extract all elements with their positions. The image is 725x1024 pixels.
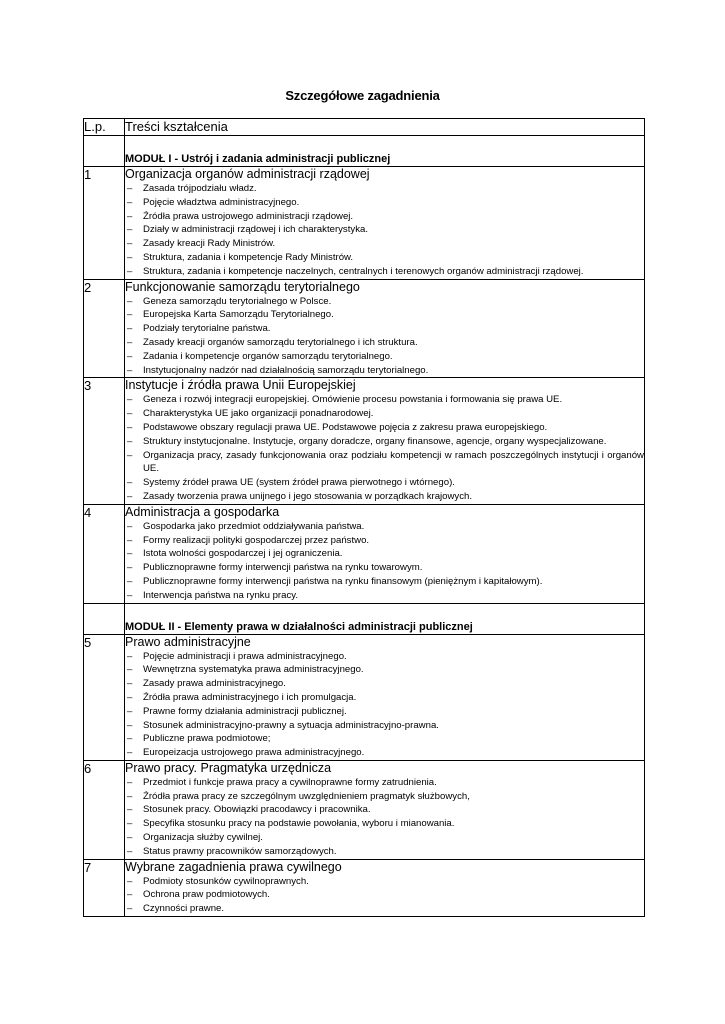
list-item: – Źródła prawa administracyjnego i ich promulgacja. bbox=[125, 691, 644, 705]
list-item: – Zasady prawa administracyjnego. bbox=[125, 677, 644, 691]
list-item: – Publicznoprawne formy interwencji państwa na rynku finansowym (pieniężnym i kapitałowym). bbox=[125, 575, 644, 589]
list-item: – Zadania i kompetencje organów samorządu terytorialnego. bbox=[125, 350, 644, 364]
section-title: Organizacja organów administracji rządowej bbox=[125, 167, 370, 181]
section-number: 5 bbox=[84, 634, 125, 760]
section-title: Instytucje i źródła prawa Unii Europejskiej bbox=[125, 378, 356, 393]
section-content-cell bbox=[125, 279, 645, 378]
section-title: Wybrane zagadnienia prawa cywilnego bbox=[125, 859, 342, 874]
module-content-cell bbox=[125, 136, 645, 167]
section-title: Prawo administracyjne bbox=[125, 634, 251, 649]
list-item: – Organizacja pracy, zasady funkcjonowania oraz podziału kompetencji w ramach poszczególnych instytucji i organów UE. bbox=[125, 449, 644, 477]
list-item: – Zasady kreacji Rady Ministrów. bbox=[125, 237, 644, 251]
list-item: – Czynności prawne. bbox=[125, 902, 644, 916]
section-row bbox=[84, 378, 645, 504]
topic-list bbox=[125, 393, 644, 503]
section-row bbox=[84, 504, 645, 603]
topic-list bbox=[125, 875, 644, 916]
list-item: – Istota wolności gospodarczej i jej ograniczenia. bbox=[125, 547, 644, 561]
list-item: – Ochrona praw podmiotowych. bbox=[125, 888, 644, 902]
module-row bbox=[84, 136, 645, 167]
list-item: – Zasady tworzenia prawa unijnego i jego stosowania w porządkach krajowych. bbox=[125, 490, 644, 504]
column-header-lp: L.p. bbox=[84, 119, 125, 136]
list-item: – Publicznoprawne formy interwencji państwa na rynku towarowym. bbox=[125, 561, 644, 575]
list-item: – Wewnętrzna systematyka prawa administracyjnego. bbox=[125, 663, 644, 677]
list-item: – Przedmiot i funkcje prawa pracy a cywilnoprawne formy zatrudnienia. bbox=[125, 776, 644, 790]
list-item: – Struktura, zadania i kompetencje Rady Ministrów. bbox=[125, 251, 644, 265]
section-number: 4 bbox=[84, 504, 125, 603]
table-header-row bbox=[84, 119, 645, 136]
list-item: – Europejska Karta Samorządu Terytorialnego. bbox=[125, 308, 644, 322]
module-row bbox=[84, 603, 645, 634]
column-header-content: Treści kształcenia bbox=[125, 119, 645, 136]
section-row bbox=[84, 859, 645, 916]
list-item: – Prawne formy działania administracji publicznej. bbox=[125, 705, 644, 719]
list-item: – Systemy źródeł prawa UE (system źródeł prawa pierwotnego i wtórnego). bbox=[125, 476, 644, 490]
section-content-cell bbox=[125, 504, 645, 603]
list-item: – Geneza samorządu terytorialnego w Polsce. bbox=[125, 295, 644, 309]
list-item: – Instytucjonalny nadzór nad działalnością samorządu terytorialnego. bbox=[125, 364, 644, 378]
section-content-cell bbox=[125, 760, 645, 859]
module-title: MODUŁ II - Elementy prawa w działalności administracji publicznej bbox=[125, 620, 473, 633]
list-item: – Publiczne prawa podmiotowe; bbox=[125, 732, 644, 746]
list-item: – Specyfika stosunku pracy na podstawie powołania, wyboru i mianowania. bbox=[125, 817, 644, 831]
list-item: – Status prawny pracowników samorządowych. bbox=[125, 845, 644, 859]
topic-list bbox=[125, 776, 644, 859]
section-row bbox=[84, 167, 645, 280]
section-row bbox=[84, 634, 645, 760]
section-title: Prawo pracy. Pragmatyka urzędnicza bbox=[125, 760, 332, 775]
list-item: – Podstawowe obszary regulacji prawa UE. Podstawowe pojęcia z zakresu prawa europejskiego. bbox=[125, 421, 644, 435]
list-item: – Stosunek pracy. Obowiązki pracodawcy i pracownika. bbox=[125, 803, 644, 817]
section-number: 2 bbox=[84, 279, 125, 378]
section-row bbox=[84, 279, 645, 378]
module-title: MODUŁ I - Ustrój i zadania administracji publicznej bbox=[125, 153, 391, 165]
topic-list bbox=[125, 650, 644, 760]
list-item: – Geneza i rozwój integracji europejskiej. Omówienie procesu powstania i formowania się prawa UE. bbox=[125, 393, 644, 407]
topic-list bbox=[125, 182, 644, 279]
page-title: Szczegółowe zagadnienia bbox=[285, 88, 440, 103]
curriculum-table bbox=[83, 118, 645, 917]
section-number: 6 bbox=[84, 760, 125, 859]
section-title: Funkcjonowanie samorządu terytorialnego bbox=[125, 279, 360, 294]
module-content-cell bbox=[125, 603, 645, 634]
section-number: 1 bbox=[84, 167, 125, 280]
module-lp-cell bbox=[84, 136, 125, 167]
curriculum-table-body bbox=[84, 119, 645, 917]
list-item: – Źródła prawa pracy ze szczególnym uwzględnieniem pragmatyk służbowych, bbox=[125, 790, 644, 804]
section-title: Administracja a gospodarka bbox=[125, 504, 280, 519]
list-item: – Formy realizacji polityki gospodarczej przez państwo. bbox=[125, 534, 644, 548]
list-item: – Działy w administracji rządowej i ich charakterystyka. bbox=[125, 223, 644, 237]
section-content-cell bbox=[125, 167, 645, 280]
list-item: – Pojęcie administracji i prawa administracyjnego. bbox=[125, 650, 644, 664]
list-item: – Źródła prawa ustrojowego administracji rządowej. bbox=[125, 210, 644, 224]
section-row bbox=[84, 760, 645, 859]
section-content-cell bbox=[125, 634, 645, 760]
list-item: – Organizacja służby cywilnej. bbox=[125, 831, 644, 845]
list-item: – Interwencja państwa na rynku pracy. bbox=[125, 589, 644, 603]
list-item: – Podmioty stosunków cywilnoprawnych. bbox=[125, 875, 644, 889]
list-item: – Stosunek administracyjno-prawny a sytuacja administracyjno-prawna. bbox=[125, 719, 644, 733]
section-number: 3 bbox=[84, 378, 125, 504]
list-item: – Zasada trójpodziału władz. bbox=[125, 182, 644, 196]
module-lp-cell bbox=[84, 603, 125, 634]
list-item: – Podziały terytorialne państwa. bbox=[125, 322, 644, 336]
list-item: – Pojęcie władztwa administracyjnego. bbox=[125, 196, 644, 210]
list-item: – Charakterystyka UE jako organizacji ponadnarodowej. bbox=[125, 407, 644, 421]
topic-list bbox=[125, 295, 644, 378]
section-content-cell bbox=[125, 378, 645, 504]
list-item: – Struktura, zadania i kompetencje naczelnych, centralnych i terenowych organów administracji rządowej. bbox=[125, 265, 644, 279]
section-content-cell bbox=[125, 859, 645, 916]
topic-list bbox=[125, 520, 644, 603]
list-item: – Zasady kreacji organów samorządu terytorialnego i ich struktura. bbox=[125, 336, 644, 350]
list-item: – Gospodarka jako przedmiot oddziaływania państwa. bbox=[125, 520, 644, 534]
list-item: – Struktury instytucjonalne. Instytucje, organy doradcze, organy finansowe, agencje, organy wyspecjalizowane. bbox=[125, 435, 644, 449]
list-item: – Europeizacja ustrojowego prawa administracyjnego. bbox=[125, 746, 644, 760]
section-number: 7 bbox=[84, 859, 125, 916]
